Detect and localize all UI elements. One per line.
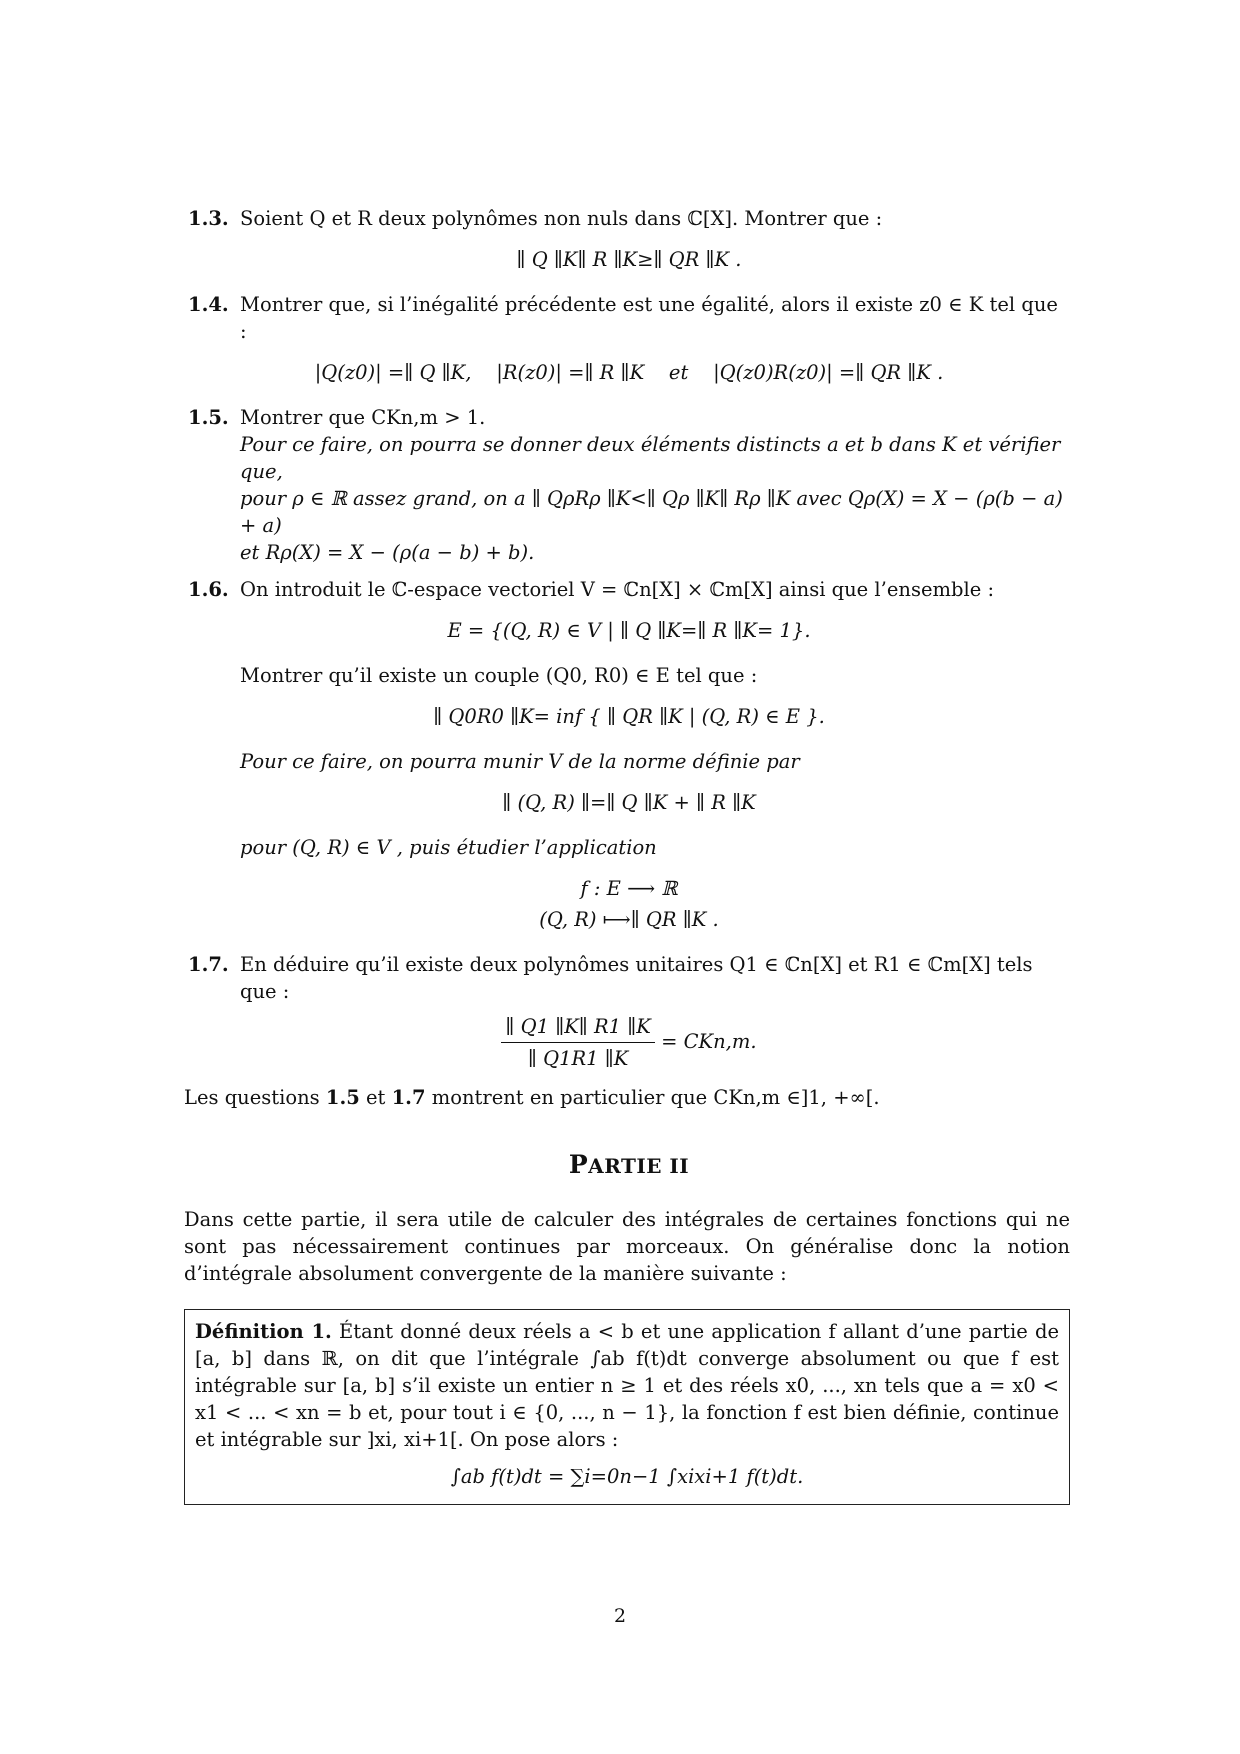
hint-line: Pour ce faire, on pourra munir V de la norme définie par xyxy=(240,750,800,773)
hint-line: pour ρ ∈ ℝ assez grand, on a ∥ QρRρ ∥K<∥ Qρ ∥K∥ Rρ ∥K avec Qρ(X) = X − (ρ(b − a) + a) xyxy=(240,487,1063,537)
question-1-3 xyxy=(188,205,1070,232)
formula-ratio xyxy=(188,1013,1070,1072)
hint-line: et Rρ(X) = X − (ρ(a − b) + b). xyxy=(240,541,535,564)
question-1-4 xyxy=(188,291,1070,345)
part-title-initial: P xyxy=(568,1150,589,1179)
hint-line: Pour ce faire, on pourra se donner deux éléments distincts a et b dans K et vérifier que, xyxy=(240,433,1061,483)
hint-line: pour (Q, R) ∈ V , puis étudier l’application xyxy=(240,836,657,859)
part-title xyxy=(188,1151,1070,1180)
page-content xyxy=(184,205,1070,1505)
part-title-rest: ARTIE II xyxy=(588,1154,690,1178)
question-number: 1.6. xyxy=(188,578,229,601)
question-reference: 1.5 xyxy=(325,1086,360,1109)
fraction-numerator: ∥ Q1 ∥K∥ R1 ∥K xyxy=(501,1013,654,1043)
fraction-denominator: ∥ Q1R1 ∥K xyxy=(527,1047,629,1070)
question-text: Montrer qu’il existe un couple (Q0, R0) ∈ E tel que : xyxy=(240,664,758,687)
conclusion-mid: et xyxy=(366,1086,386,1109)
question-1-6 xyxy=(188,576,1070,603)
question-number: 1.4. xyxy=(188,293,229,316)
formula-infimum: ∥ Q0R0 ∥K= inf { ∥ QR ∥K | (Q, R) ∈ E }. xyxy=(433,705,825,728)
formula-norm-definition: ∥ (Q, R) ∥=∥ Q ∥K + ∥ R ∥K xyxy=(502,791,756,814)
question-1-5 xyxy=(188,404,1070,566)
formula-map-f-rule: (Q, R) ⟼∥ QR ∥K . xyxy=(539,908,719,931)
question-number: 1.7. xyxy=(188,953,229,976)
definition-box xyxy=(184,1309,1070,1505)
fraction xyxy=(501,1013,654,1072)
definition-body: Étant donné deux réels a < b et une application f allant d’une partie de [a, b] dans ℝ, on dit que l’intégrale ∫ab f(t)dt converge absolument ou que f est intégrable sur [a, b] s’il existe un entier n ≥ 1 et des réels x0, ..., xn tels que a = x0 < x1 < ... < xn = b et, pour tout i ∈ {0, ..., n − 1}, la fonction f est bien définie, continue et intégrable sur ]xi, xi+1[. On pose alors : xyxy=(195,1320,1059,1451)
formula-equality-case: |Q(z0)| =∥ Q ∥K, |R(z0)| =∥ R ∥K et |Q(z0)R(z0)| =∥ QR ∥K . xyxy=(314,361,944,384)
question-number: 1.3. xyxy=(188,207,229,230)
question-1-7 xyxy=(188,951,1070,1005)
fraction-rhs: = CKn,m. xyxy=(661,1030,757,1053)
formula-map-f: f : E ⟶ ℝ xyxy=(580,877,678,900)
definition-formula: ∫ab f(t)dt = ∑i=0n−1 ∫xixi+1 f(t)dt. xyxy=(450,1465,804,1488)
question-reference: 1.7 xyxy=(391,1086,426,1109)
question-text: Montrer que CKn,m > 1. xyxy=(240,406,486,429)
question-text: On introduit le ℂ-espace vectoriel V = ℂn[X] × ℂm[X] ainsi que l’ensemble : xyxy=(240,578,995,601)
page-number: 2 xyxy=(613,1605,627,1627)
question-text: En déduire qu’il existe deux polynômes unitaires Q1 ∈ ℂn[X] et R1 ∈ ℂm[X] tels que : xyxy=(240,953,1033,1003)
question-text: Montrer que, si l’inégalité précédente est une égalité, alors il existe z0 ∈ K tel que : xyxy=(240,293,1058,343)
question-text: Soient Q et R deux polynômes non nuls dans ℂ[X]. Montrer que : xyxy=(240,207,883,230)
definition-label: Définition 1. xyxy=(195,1320,332,1343)
part-intro: Dans cette partie, il sera utile de calculer des intégrales de certaines fonctions qui ne sont pas nécessairement continues par morceaux. On généralise donc la notion d’intégrale absolument convergente de la manière suivante : xyxy=(184,1208,1070,1285)
formula-norm-inequality: ∥ Q ∥K∥ R ∥K≥∥ QR ∥K . xyxy=(516,248,742,271)
conclusion-line xyxy=(184,1084,1070,1111)
conclusion-suffix: montrent en particulier que CKn,m ∈]1, +∞[. xyxy=(431,1086,880,1109)
formula-set-E: E = {(Q, R) ∈ V | ∥ Q ∥K=∥ R ∥K= 1}. xyxy=(447,619,811,642)
conclusion-prefix: Les questions xyxy=(184,1086,320,1109)
question-number: 1.5. xyxy=(188,406,229,429)
